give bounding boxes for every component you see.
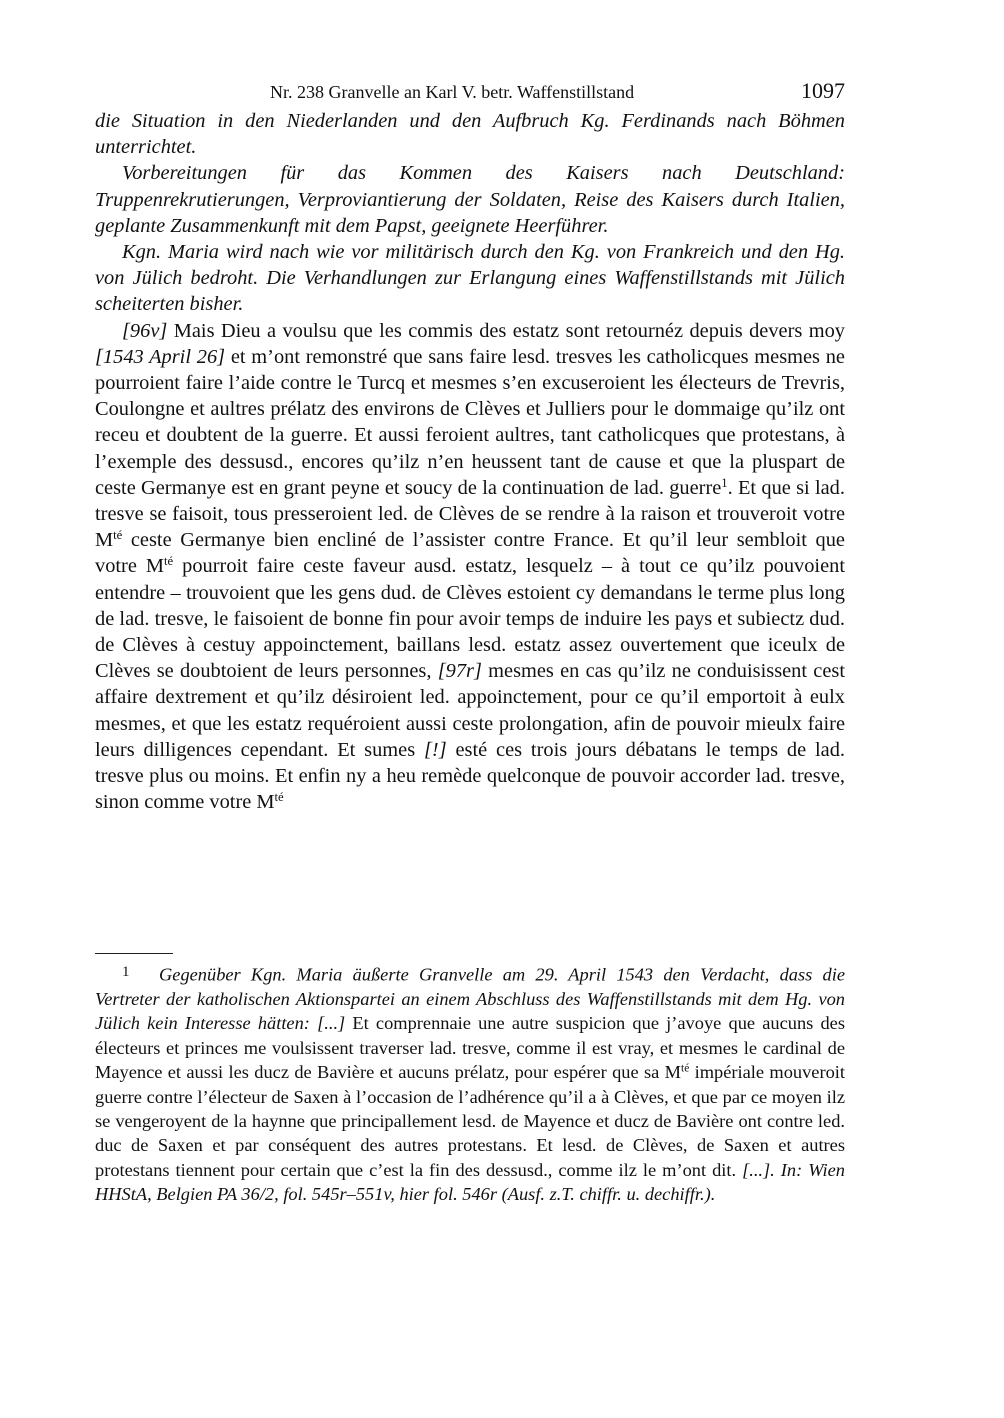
text-segment: pourroit faire ceste faveur ausd. estatz, lesquelz – à tout ce qu’ilz pouvoient entendre – trouvoient que les gens dud. de Clèves estoient cy demandans le terme plus long de lad. tresve, le faisoient de bonne fin pour avoir temps de induire les pays et subiectz dud. de Clèves à cestuy appoinctement, baillans lesd. estatz assez ouvertement que iceulx de Clèves se doubtoient de leurs personnes, bbox=[95, 555, 846, 683]
letter-text-paragraph bbox=[95, 318, 845, 816]
folio-marker: [97r] bbox=[437, 660, 482, 683]
footnote-area bbox=[95, 953, 845, 1207]
summary-paragraph-1: die Situation in den Niederlanden und den Aufbruch Kg. Ferdinands nach Böhmen unterrichtet. bbox=[95, 110, 845, 159]
footnote-intro: Gegenüber Kgn. Maria äußerte Granvelle am 29. April 1543 den Verdacht, dass die Vertreter der katholischen Aktionspartei an einem Abschluss des Waffenstillstands mit dem Hg. von Jülich kein Interesse hätten: [...] bbox=[95, 964, 845, 1034]
footnote-quote: impériale mouveroit guerre contre l’électeur de Saxen à l’occasion de l’adhérence qu’il a à Clèves, et que par ce moyen ilz se vengeroyent de la haynne que principallement lesd. de Mayence et ducz de Bavière ont contre led. duc de Saxen et par conséquent des autres protestans. Et lesd. de Clèves, de Saxen et autres protestans tiennent pour certain que c’est la fin des dessusd., comme ilz le m’ont dit. bbox=[95, 1062, 845, 1180]
superscript-abbreviation: té bbox=[274, 790, 284, 805]
footnote-1 bbox=[95, 960, 845, 1207]
text-segment: et m’ont remonstré que sans faire lesd. tresves les catholicques mesmes ne pourroient faire l’aide contre le Turcq et mesmes s’en excuseroient les électeurs de Trevris, Coulongne et aultres prélatz des environs de Clèves et Julliers pour le dommaige qu’ilz ont receu et doubtent de la guerre. Et aussi feroient aultres, tant catholicques que protestans, à l’exemple des dessusd., encores qu’ilz n’en heussent tant de cause et que la pluspart de ceste Germanye est en grant peyne et soucy de la continuation de lad. guerre bbox=[95, 345, 845, 499]
superscript-abbreviation: té bbox=[164, 554, 174, 569]
running-title: Nr. 238 Granvelle an Karl V. betr. Waffenstillstand bbox=[270, 82, 635, 102]
text-segment: mesmes en cas qu’ilz ne conduisissent cest affaire dextrement et qu’ilz désiroient led. appoinctement, pour ce qu’il emportoit à eulx mesmes, et que les estatz requéroient aussi ceste prolongation, afin de pouvoir mieulx faire leurs dilligences cependant. Et sumes bbox=[95, 660, 845, 761]
footnote-source: [...]. In: Wien HHStA, Belgien PA 36/2, fol. 545r–551v, hier fol. 546r (Ausf. z.T. chiffr. u. dechiffr.). bbox=[95, 1159, 845, 1205]
footnote-number: 1 bbox=[122, 964, 130, 980]
superscript-abbreviation: té bbox=[113, 528, 123, 543]
sic-marker: [!] bbox=[424, 738, 447, 761]
text-segment: ceste Germanye bien encliné de l’assister contre France. Et qu’il leur sembloit que votre M bbox=[95, 529, 845, 578]
footnote-rule bbox=[95, 953, 173, 954]
text-segment: esté ces trois jours débatans le temps de lad. tresve plus ou moins. Et enfin ny a heu remède quelconque de pouvoir accorder lad. tresve, sinon comme votre M bbox=[95, 738, 845, 814]
footnote-quote: Et comprennaie une autre suspicion que j’avoye que aucuns des électeurs et princes me voulsissent traverser lad. tresve, comme il est vray, et mesmes le cardinal de Mayence et aussi les ducz de Bavière et aucuns prélatz, pour espérer que sa M bbox=[95, 1013, 845, 1083]
folio-marker: [96v] bbox=[122, 319, 168, 342]
text-segment: Mais Dieu a voulsu que les commis des estatz sont retournéz depuis devers moy bbox=[167, 319, 845, 342]
running-header bbox=[95, 78, 845, 108]
summary-paragraph-2: Vorbereitungen für das Kommen des Kaisers nach Deutschland: Truppenrekrutierungen, Verproviantierung der Soldaten, Reise des Kaisers durch Italien, geplante Zusammenkunft mit dem Papst, geeignete Heerführer. bbox=[95, 162, 845, 237]
date-annotation: [1543 April 26] bbox=[95, 345, 226, 368]
page-number: 1097 bbox=[801, 78, 845, 103]
summary-paragraph-3: Kgn. Maria wird nach wie vor militärisch durch den Kg. von Frankreich und den Hg. von Jülich bedroht. Die Verhandlungen zur Erlangung eines Waffenstillstands mit Jülich scheiterten bisher. bbox=[95, 241, 845, 316]
text-segment: . Et que si lad. tresve se faisoit, tous presseroient led. de Clèves de se rendre à la raison et trouveroit votre M bbox=[95, 476, 845, 552]
page bbox=[95, 78, 845, 815]
footnote-reference[interactable]: 1 bbox=[721, 475, 728, 490]
superscript-abbreviation: té bbox=[681, 1062, 690, 1075]
